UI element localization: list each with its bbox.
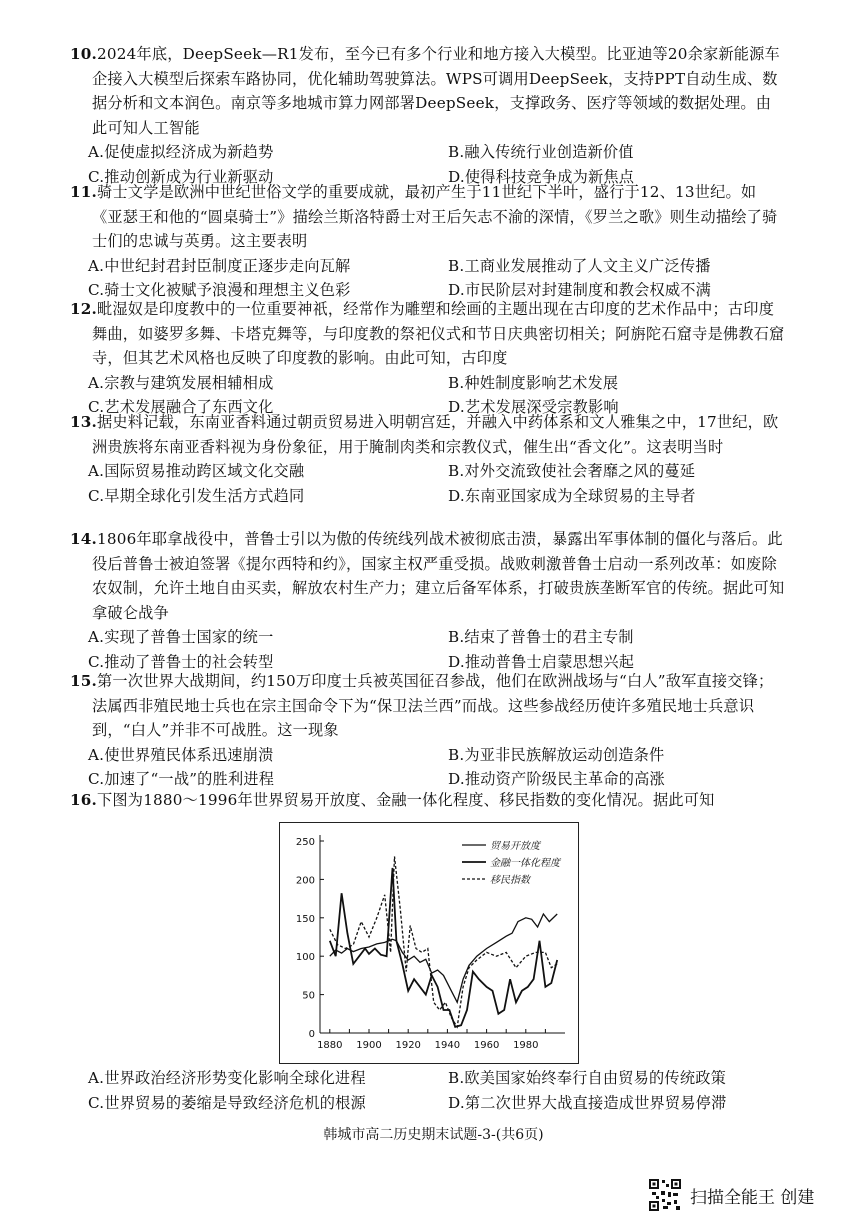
option-c: C.加速了“一战”的胜利进程 xyxy=(88,770,275,788)
question-text: 骑士文学是欧洲中世纪世俗文学的重要成就，最初产生于11世纪下半叶，盛行于12、13世纪。如《亚瑟王和他的“圆桌骑士”》描绘兰斯洛特爵士对王后矢志不渝的深情，《罗兰之歌》则生动描绘了骑士们的忠诚与英勇。这主要表明 xyxy=(92,183,778,250)
legend-label-3: 移民指数 xyxy=(490,875,530,886)
option-c: C.骑士文化被赋予浪漫和理想主义色彩 xyxy=(88,281,351,299)
option-c: C.推动了普鲁士的社会转型 xyxy=(88,652,274,671)
option-d: D.使得科技竞争成为新焦点 xyxy=(448,167,635,186)
options xyxy=(88,1066,785,1115)
option-b: B.为亚非民族解放运动创造条件 xyxy=(448,745,665,764)
question-10 xyxy=(70,42,785,189)
question-number: 11. xyxy=(70,183,98,201)
question-text: 2024年底，DeepSeek—R1发布，至今已有多个行业和地方接入大模型。比亚迪等20余家新能源车企接入大模型后探索车路协同，优化辅助驾驶算法。WPS可调用DeepSeek，支持PPT自动生成、数据分析和文本润色。南京等多地城市算力网部署DeepSeek，支撑政务、医疗等领域的数据处理。由此可知人工智能 xyxy=(92,45,780,137)
scanner-label: 扫描全能王 创建 xyxy=(690,1187,815,1208)
option-b: B.对外交流致使社会奢靡之风的蔓延 xyxy=(448,462,696,480)
option-a: A.实现了普鲁士国家的统一 xyxy=(88,628,274,646)
scanner-watermark xyxy=(648,1178,814,1212)
option-d: D.推动普鲁士启蒙思想兴起 xyxy=(448,652,635,671)
option-a: A.世界政治经济形势变化影响全球化进程 xyxy=(88,1069,366,1087)
x-tick-label: 1880 xyxy=(317,1040,343,1051)
option-a: A.国际贸易推动跨区域文化交融 xyxy=(88,462,305,480)
option-d: D.东南亚国家成为全球贸易的主导者 xyxy=(448,486,696,505)
option-b: B.融入传统行业创造新价值 xyxy=(448,143,634,161)
x-tick-label: 1960 xyxy=(473,1040,500,1051)
question-stem xyxy=(70,788,785,813)
question-stem xyxy=(70,180,785,254)
question-text: 第一次世界大战期间，约150万印度士兵被英国征召参战，他们在欧洲战场与“白人”敌军直接交锋；法属西非殖民地士兵也在宗主国命令下为“保卫法兰西”而战。这些参战经历使许多殖民地士兵意识到，“白人”并非不可战胜。这一现象 xyxy=(92,672,774,739)
question-number: 16. xyxy=(70,791,98,809)
question-text: 据史料记载，东南亚香料通过朝贡贸易进入明朝宫廷，并融入中药体系和文人雅集之中，17世纪，欧洲贵族将东南亚香料视为身份象征，用于腌制肉类和宗教仪式，催生出“香文化”。这表明当时 xyxy=(92,413,779,456)
legend-label-2: 金融一体化程度 xyxy=(490,858,560,869)
option-a: A.宗教与建筑发展相辅相成 xyxy=(88,373,274,392)
question-stem xyxy=(70,669,785,743)
options xyxy=(88,459,785,508)
option-c: C.艺术发展融合了东西文化 xyxy=(88,398,274,416)
option-b: B.种姓制度影响艺术发展 xyxy=(448,373,619,392)
x-tick-label: 1900 xyxy=(356,1040,382,1051)
question-text: 下图为1880～1996年世界贸易开放度、金融一体化程度、移民指数的变化情况。据此可知 xyxy=(97,791,715,809)
option-d: D.推动资产阶级民主革命的高涨 xyxy=(448,770,665,788)
question-text: 毗湿奴是印度教中的一位重要神祇，经常作为雕塑和绘画的主题出现在古印度的艺术作品中；古印度舞曲，如婆罗多舞、卡塔克舞等，与印度教的祭祀仪式和节日庆典密切相关；阿旃陀石窟寺是佛教石窟寺，但其艺术风格也反映了印度教的影响。由此可知，古印度 xyxy=(92,300,785,367)
page-footer: 韩城市高二历史期末试题-3-(共6页) xyxy=(323,1127,544,1143)
option-a: A.促使虚拟经济成为新趋势 xyxy=(88,143,274,161)
option-b: B.结束了普鲁士的君主专制 xyxy=(448,628,634,646)
qr-code-icon xyxy=(648,1178,682,1212)
question-stem xyxy=(70,42,785,140)
option-c: C.早期全球化引发生活方式趋同 xyxy=(88,486,305,505)
question-stem xyxy=(70,410,785,459)
y-tick-label: 250 xyxy=(295,837,315,848)
question-stem xyxy=(70,297,785,371)
question-number: 13. xyxy=(70,413,98,431)
y-tick-label: 150 xyxy=(295,913,315,925)
y-tick-label: 0 xyxy=(308,1029,315,1040)
y-tick-label: 50 xyxy=(302,990,315,1002)
option-c: C.世界贸易的萎缩是导致经济危机的根源 xyxy=(88,1093,366,1112)
y-tick-label: 200 xyxy=(295,875,315,887)
question-stem xyxy=(70,527,785,625)
question-16 xyxy=(70,788,785,813)
option-b: B.工商业发展推动了人文主义广泛传播 xyxy=(448,256,711,275)
x-tick-label: 1920 xyxy=(395,1040,421,1051)
question-14 xyxy=(70,527,785,674)
x-tick-label: 1980 xyxy=(513,1040,539,1051)
options xyxy=(88,625,785,674)
option-a: A.使世界殖民体系迅速崩溃 xyxy=(88,745,274,764)
question-16-options xyxy=(70,1066,785,1115)
legend-label-1: 贸易开放度 xyxy=(490,841,540,852)
question-12 xyxy=(70,297,785,420)
question-15 xyxy=(70,669,785,792)
question-text: 1806年耶拿战役中，普鲁士引以为傲的传统线列战术被彻底击溃，暴露出军事体制的僵化与落后。此役后普鲁士被迫签署《提尔西特和约》，国家主权严重受损。战败刺激普鲁士启动一系列改革：如废除农奴制，允许土地自由买卖，解放农村生产力；建立后备军体系，打破贵族垄断军官的传统。据此可知拿破仑战争 xyxy=(92,530,785,622)
line-chart xyxy=(279,822,579,1064)
option-d: D.第二次世界大战直接造成世界贸易停滞 xyxy=(448,1093,727,1112)
question-number: 14. xyxy=(70,530,98,548)
option-c: C.推动创新成为行业新驱动 xyxy=(88,167,274,186)
question-number: 10. xyxy=(70,45,98,63)
option-b: B.欧美国家始终奉行自由贸易的传统政策 xyxy=(448,1069,726,1087)
x-tick-label: 1940 xyxy=(434,1040,461,1051)
option-d: D.市民阶层对封建制度和教会权威不满 xyxy=(448,281,712,299)
option-d: D.艺术发展深受宗教影响 xyxy=(448,398,619,416)
question-11 xyxy=(70,180,785,303)
chart-svg xyxy=(280,823,578,1063)
question-number: 15. xyxy=(70,672,98,690)
question-number: 12. xyxy=(70,300,98,318)
options xyxy=(88,743,785,792)
question-13 xyxy=(70,410,785,508)
y-tick-label: 100 xyxy=(295,952,315,964)
option-a: A.中世纪封君封臣制度正逐步走向瓦解 xyxy=(88,256,351,275)
options xyxy=(88,254,785,303)
